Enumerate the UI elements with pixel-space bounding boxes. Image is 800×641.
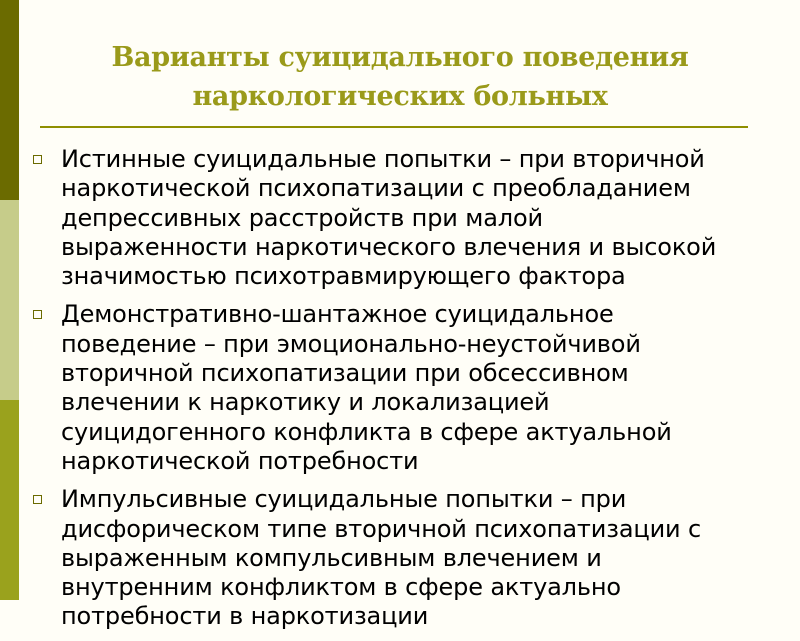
bullet-item-impulsive-attempts	[30, 485, 800, 631]
square-bullet-icon	[33, 495, 42, 504]
title-underline-rule	[40, 126, 748, 128]
bullet-line: наркотической психопатизации с преобладанием	[61, 174, 691, 203]
side-bar-top-segment	[0, 0, 19, 200]
bullet-line: вторичной психопатизации при обсессивном	[61, 359, 629, 388]
slide-title-line-2: наркологических больных	[192, 81, 608, 112]
bullet-list	[30, 145, 800, 641]
bullet-line: значимостью психотравмирующего фактора	[61, 262, 626, 291]
bullet-line: поведение – при эмоционально-неустойчивой	[61, 329, 641, 358]
bullet-line: дисфорическом типе вторичной психопатизации с	[61, 514, 701, 543]
side-bar-middle-segment	[0, 200, 19, 400]
bullet-item-true-suicide-attempts	[30, 145, 800, 291]
square-bullet-icon	[33, 310, 42, 319]
bullet-line: потребности в наркотизации	[61, 602, 429, 631]
bullet-line: влечении к наркотику и локализацией	[61, 388, 550, 417]
square-bullet-icon	[33, 155, 42, 164]
slide-title-line-1: Варианты суицидального поведения	[111, 42, 689, 73]
bullet-item-demonstrative-behavior	[30, 300, 800, 476]
bullet-line: Импульсивные суицидальные попытки – при	[61, 485, 627, 514]
bullet-line: суицидогенного конфликта в сфере актуальной	[61, 417, 672, 446]
bullet-line: Истинные суицидальные попытки – при вторичной	[61, 145, 705, 173]
slide-title	[40, 38, 760, 116]
bullet-line: наркотической потребности	[61, 446, 419, 475]
bullet-line: депрессивных расстройств при малой	[61, 203, 543, 232]
bullet-line: внутренним конфликтом в сфере актуально	[61, 573, 621, 602]
side-bar-bottom-segment	[0, 400, 19, 600]
bullet-line: Демонстративно-шантажное суицидальное	[61, 300, 614, 329]
bullet-line: выраженности наркотического влечения и высокой	[61, 232, 717, 261]
bullet-line: выраженным компульсивным влечением и	[61, 543, 602, 572]
